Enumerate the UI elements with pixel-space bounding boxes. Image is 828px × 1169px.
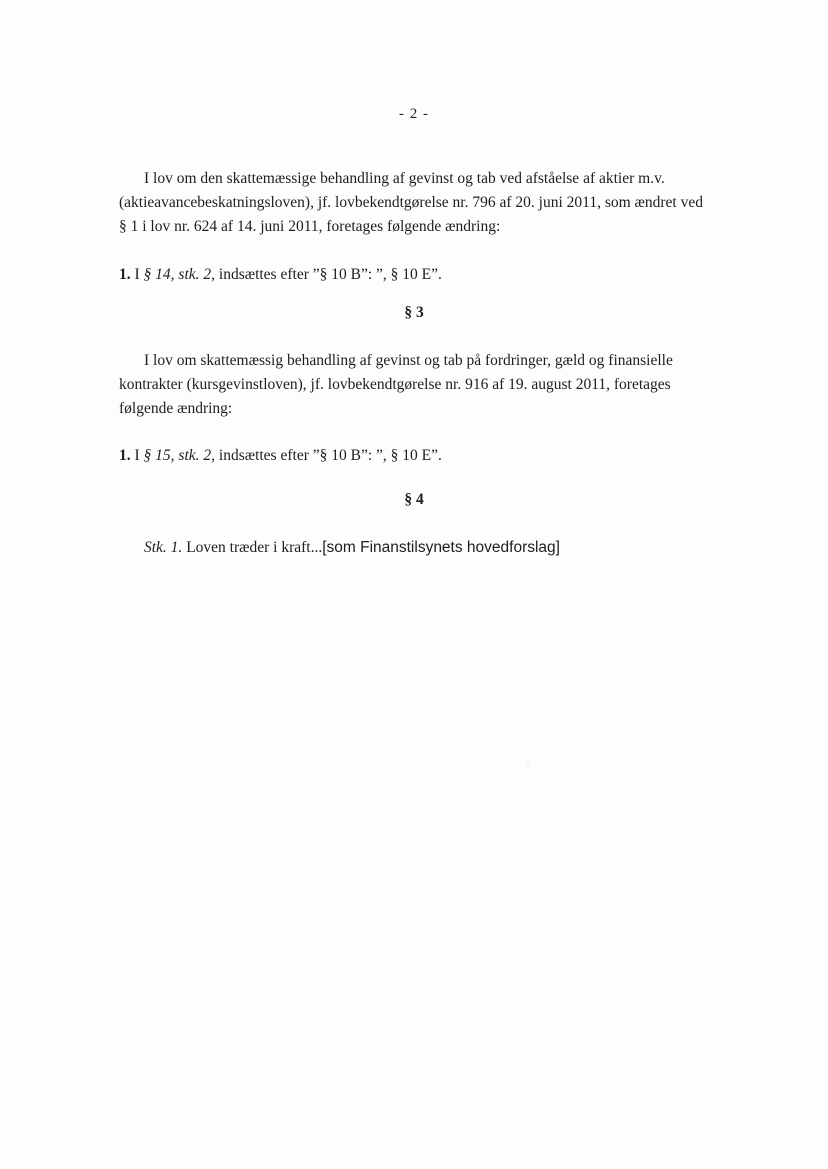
amendment-item [119,263,442,287]
amendment-number: 1. [119,447,131,464]
scan-speck [527,765,529,766]
amendment-text: indsættes efter ”§ 10 B”: ”, § 10 E”. [215,266,442,283]
amendment-number: 1. [119,266,131,283]
paragraph-line: I lov om den skattemæssige behandling af gevinst og tab ved afståelse af aktier m.v. [144,170,665,187]
amendment-lead: I [130,266,144,283]
stk-placeholder-note: [som Finanstilsynets hovedforslag] [322,539,560,556]
amendment-item [119,444,442,468]
amendment-reference: § 15, stk. 2, [143,447,216,464]
amendment-reference: § 14, stk. 2, [143,266,216,283]
page-number: - 2 - [399,106,429,122]
amendment-lead: I [130,447,144,464]
stk-label: Stk. 1. [144,539,183,556]
section-heading-4: § 4 [404,491,424,508]
amendment-text: indsættes efter ”§ 10 B”: ”, § 10 E”. [215,447,442,464]
stk-text: Loven træder i kraft... [182,539,323,556]
paragraph-line: (aktieavancebeskatningsloven), jf. lovbekendtgørelse nr. 796 af 20. juni 2011, som ændret ved [119,194,703,211]
paragraph-line: kontrakter (kursgevinstloven), jf. lovbekendtgørelse nr. 916 af 19. august 2011, foretages [119,376,671,393]
section-heading-3: § 3 [404,304,424,321]
stk-1-line [144,536,560,560]
paragraph-line: følgende ændring: [119,400,233,417]
paragraph-line: I lov om skattemæssig behandling af gevinst og tab på fordringer, gæld og finansielle [144,352,673,369]
paragraph-line: § 1 i lov nr. 624 af 14. juni 2011, foretages følgende ændring: [119,218,501,235]
